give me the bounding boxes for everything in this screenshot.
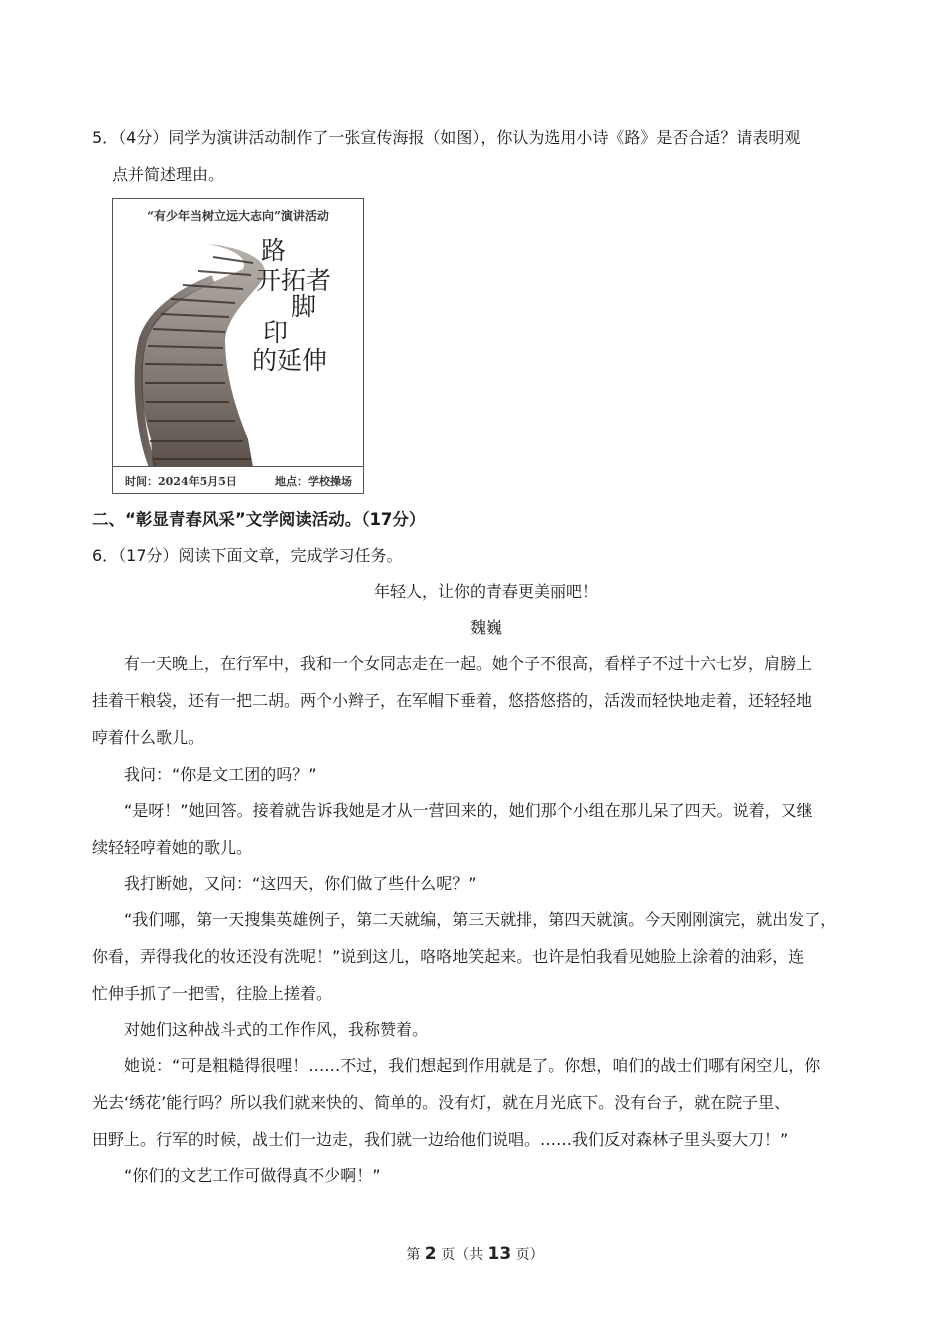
article-paragraph-line: “是呀！”她回答。接着就告诉我她是才从一营回来的，她们那个小组在那儿呆了四天。说着，又继 xyxy=(124,801,813,820)
article-paragraph-line: “我们哪，第一天搜集英雄例子，第二天就编，第三天就排，第四天就演。今天刚刚演完，就出发了， xyxy=(124,910,837,929)
poster-title: “有少年当树立远大志向”演讲活动 xyxy=(147,209,329,223)
poem-line-3: 脚 xyxy=(291,292,317,321)
question-5-line-2: 点并简述理由。 xyxy=(112,165,225,184)
article-paragraph-line: 你看，弄得我化的妆还没有洗呢！”说到这儿，咯咯地笑起来。也许是怕我看见她脸上涂着的油彩，连 xyxy=(92,947,805,966)
poster-image xyxy=(112,198,364,494)
article-paragraph-line: 我问：“你是文工团的吗？” xyxy=(124,765,317,784)
poem-line-5: 的延伸 xyxy=(252,346,328,375)
article-paragraph-line: 光去‘绣花’能行吗？所以我们就来快的、简单的。没有灯，就在月光底下。没有台子，就在院子里、 xyxy=(92,1093,791,1112)
poster-footer xyxy=(113,466,363,493)
article-paragraph-line: 田野上。行军的时候，战士们一边走，我们就一边给他们说唱。……我们反对森林子里头耍大刀！” xyxy=(92,1130,789,1149)
page-footer xyxy=(0,1244,950,1264)
article-title: 年轻人，让你的青春更美丽吧！ xyxy=(373,582,598,601)
footer-suffix: 页） xyxy=(515,1247,544,1263)
article-paragraph-line: 忙伸手抓了一把雪，往脸上搓着。 xyxy=(92,984,333,1003)
poem-line-2: 开拓者 xyxy=(256,266,332,295)
footer-prefix: 第 xyxy=(406,1247,421,1263)
poster-time: 时间：2024年5月5日 xyxy=(125,475,237,488)
article-paragraph-line: 续轻轻哼着她的歌儿。 xyxy=(92,838,253,857)
poem-line-1: 路 xyxy=(261,236,287,265)
question-6-prompt: 6．（17分）阅读下面文章，完成学习任务。 xyxy=(92,546,403,565)
article-paragraph-line: 她说：“可是粗糙得很哩！……不过，我们想起到作用就是了。你想，咱们的战士们哪有闲空儿，你 xyxy=(124,1056,821,1075)
article-paragraph-line: 哼着什么歌儿。 xyxy=(92,728,205,747)
article-paragraph-line: “你们的文艺工作可做得真不少啊！” xyxy=(124,1166,381,1185)
poem-line-4: 印 xyxy=(263,318,289,347)
question-5-line-1: 5．（4分）同学为演讲活动制作了一张宣传海报（如图），你认为选用小诗《路》是否合适？请表明观 xyxy=(92,128,801,147)
footer-total-pages: 13 xyxy=(487,1244,512,1264)
footer-mid: 页（共 xyxy=(441,1247,484,1263)
section-2-heading: 二、“彰显青春风采”文学阅读活动。（17分） xyxy=(92,510,426,529)
article-paragraph-line: 对她们这种战斗式的工作作风，我称赞着。 xyxy=(124,1020,429,1039)
article-paragraph-line: 挂着干粮袋，还有一把二胡。两个小辫子，在军帽下垂着，悠搭悠搭的，活泼而轻快地走着，还轻轻地 xyxy=(92,691,813,710)
article-paragraph-line: 有一天晚上，在行军中，我和一个女同志走在一起。她个子不很高，看样子不过十六七岁，肩膀上 xyxy=(124,654,813,673)
article-paragraph-line: 我打断她，又问：“这四天，你们做了些什么呢？” xyxy=(124,874,477,893)
poster-place: 地点：学校操场 xyxy=(275,475,352,488)
footer-page-number: 2 xyxy=(424,1244,437,1264)
article-author: 魏巍 xyxy=(469,618,502,637)
